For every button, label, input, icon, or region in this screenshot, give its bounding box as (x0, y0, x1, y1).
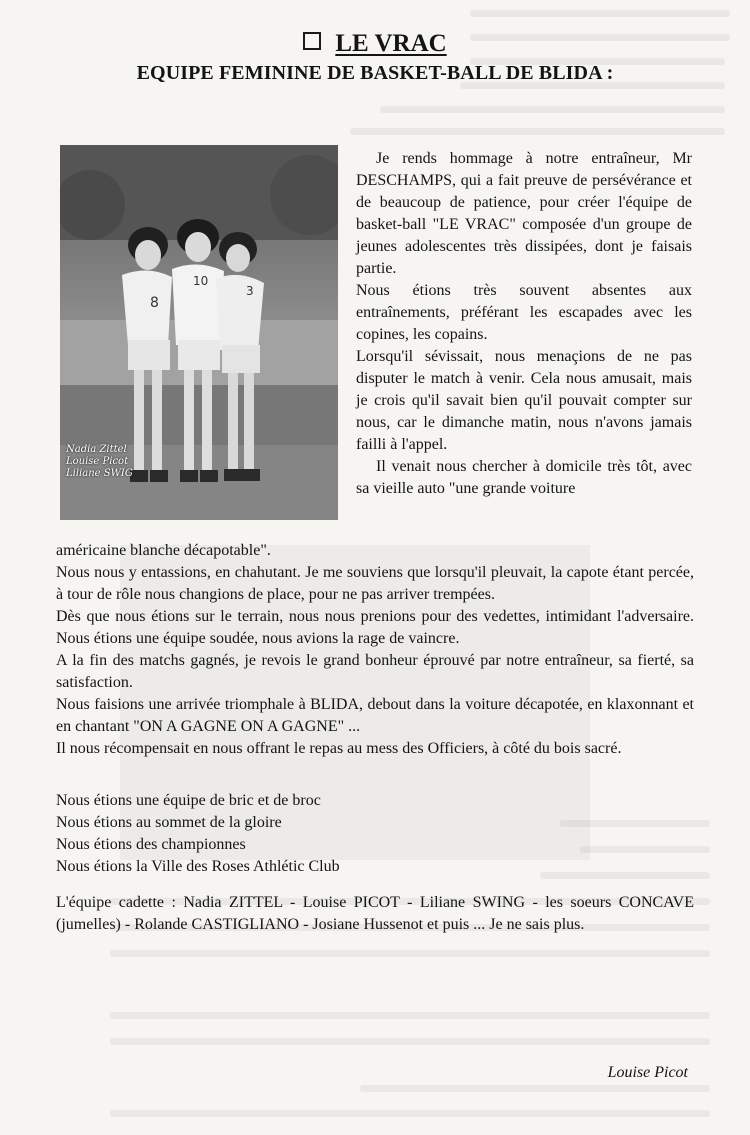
poem-line: Nous étions des championnes (56, 836, 246, 853)
paragraph: américaine blanche décapotable". (56, 542, 271, 559)
caption-line: Louise Picot (66, 456, 129, 467)
paragraph: A la fin des matchs gagnés, je revois le grand bonheur éprouvé par notre entraîneur, sa fierté, sa satisfaction. (56, 652, 694, 691)
paragraph: Il nous récompensait en nous offrant le repas au mess des Officiers, à côté du bois sacré. (56, 740, 622, 757)
photo-caption (66, 444, 133, 480)
title-text: LE VRAC (335, 30, 447, 57)
poem-block (56, 790, 694, 878)
intro-column (356, 148, 692, 500)
paragraph: Nous faisions une arrivée triomphale à BLIDA, debout dans la voiture décapotée, en klaxonnant et en chantant "ON A GAGNE ON A GAGNE" ... (56, 696, 694, 735)
author-signature: Louise Picot (607, 1064, 688, 1081)
team-photo (60, 145, 338, 520)
paragraph: Je rends hommage à notre entraîneur, Mr DESCHAMPS, qui a fait preuve de persévérance et de beaucoup de patience, pour créer l'équipe de basket-ball "LE VRAC" composée d'un groupe de jeunes adolescentes très dissipées, dont je faisais partie. (356, 150, 692, 277)
paragraph: Nous nous y entassions, en chahutant. Je me souviens que lorsqu'il pleuvait, la capote étant percée, à tour de rôle nous changions de place, pour ne pas arriver trempées. (56, 564, 694, 603)
poem-line: Nous étions une équipe de bric et de broc (56, 792, 321, 809)
caption-line: Liliane SWIG (66, 468, 133, 479)
checkbox-square-icon (303, 32, 321, 50)
page-title (0, 30, 750, 58)
poem-line: Nous étions la Ville des Roses Athlétic Club (56, 858, 340, 875)
paragraph: Lorsqu'il sévissait, nous menaçions de ne pas disputer le match à venir. Cela nous amusait, mais je crois qu'il savait bien qu'il pouvait compter sur nous, car le dimanche matin, nous n'avons jamais failli à l'appel. (356, 348, 692, 453)
paragraph: Il venait nous chercher à domicile très tôt, avec sa vieille auto "une grande voiture (356, 458, 692, 497)
poem-line: Nous étions au sommet de la gloire (56, 814, 282, 831)
caption-line: Nadia Zittel (66, 444, 127, 455)
jersey-number-1: 8 (150, 295, 159, 311)
jersey-number-2: 10 (193, 274, 209, 288)
paragraph: Nous étions très souvent absentes aux entraînements, préférant les escapades avec les copines, les copains. (356, 282, 692, 343)
page-subtitle: EQUIPE FEMININE DE BASKET-BALL DE BLIDA : (136, 62, 614, 84)
jersey-number-3: 3 (246, 284, 254, 298)
article-body (56, 540, 694, 936)
team-list: L'équipe cadette : Nadia ZITTEL - Louise PICOT - Liliane SWING - les soeurs CONCAVE (jumelles) - Rolande CASTIGLIANO - Josiane Hussenot et puis ... Je ne sais plus. (56, 894, 694, 933)
paragraph: Dès que nous étions sur le terrain, nous nous prenions pour des vedettes, intimidant l'adversaire. Nous étions une équipe soudée, nous avions la rage de vaincre. (56, 608, 694, 647)
